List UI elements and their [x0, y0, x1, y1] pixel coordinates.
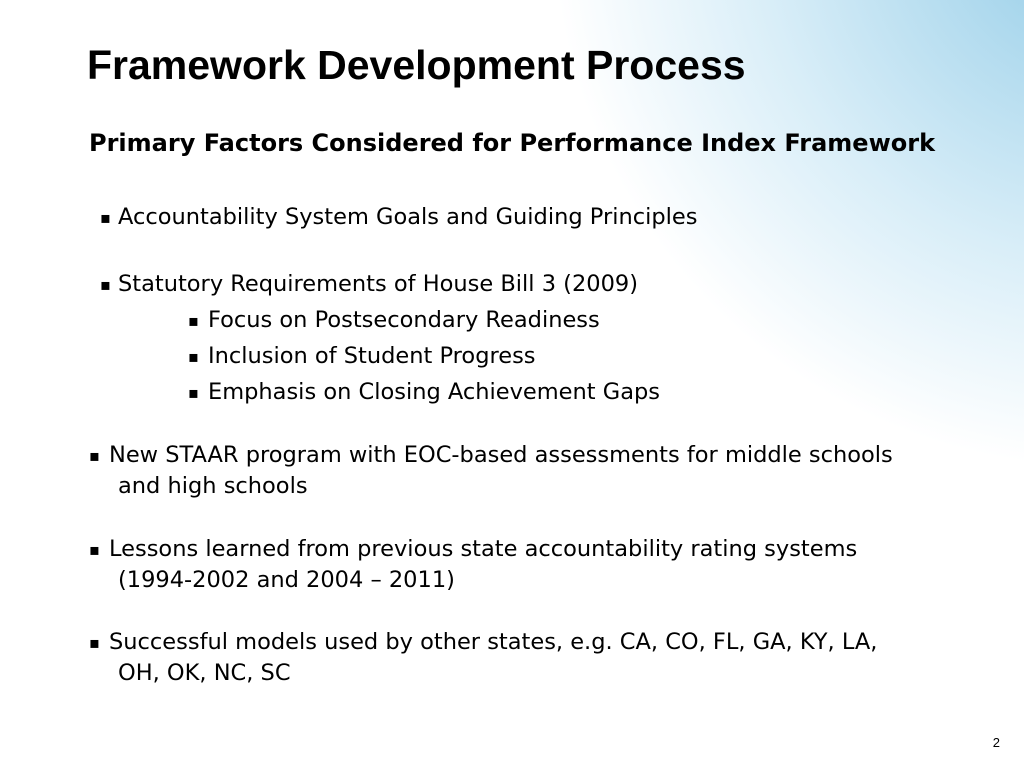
- list-item: Statutory Requirements of House Bill 3 (2009): [118, 271, 638, 297]
- list-item-continuation: OH, OK, NC, SC: [118, 660, 291, 686]
- bullet-icon: ▪: [89, 633, 100, 652]
- list-item-continuation: (1994-2002 and 2004 – 2011): [118, 567, 455, 593]
- bullet-icon: ▪: [100, 208, 111, 227]
- list-item: New STAAR program with EOC-based assessments for middle schools: [109, 442, 893, 468]
- list-item: Successful models used by other states, e.g. CA, CO, FL, GA, KY, LA,: [109, 629, 878, 655]
- page-number: 2: [992, 735, 1000, 750]
- sub-list-item: Focus on Postsecondary Readiness: [208, 307, 600, 333]
- bullet-icon: ▪: [188, 347, 199, 366]
- bullet-icon: ▪: [188, 383, 199, 402]
- bullet-icon: ▪: [89, 540, 100, 559]
- list-item: Lessons learned from previous state accountability rating systems: [109, 536, 858, 562]
- slide-title: Framework Development Process: [87, 42, 746, 88]
- bullet-icon: ▪: [100, 275, 111, 294]
- slide-subtitle: Primary Factors Considered for Performance Index Framework: [89, 129, 936, 157]
- sub-list-item: Inclusion of Student Progress: [208, 343, 536, 369]
- list-item-continuation: and high schools: [118, 473, 308, 499]
- bullet-icon: ▪: [188, 311, 199, 330]
- list-item: Accountability System Goals and Guiding Principles: [118, 204, 698, 230]
- bullet-icon: ▪: [89, 446, 100, 465]
- sub-list-item: Emphasis on Closing Achievement Gaps: [208, 379, 660, 405]
